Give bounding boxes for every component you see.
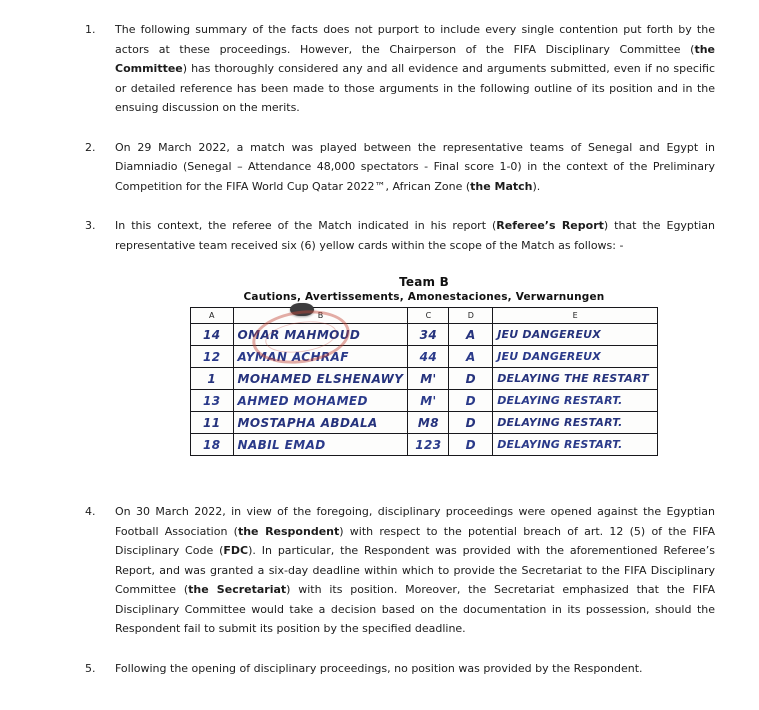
cell-minute: 123 <box>408 434 449 456</box>
figure-subtitle: Cautions, Avertissements, Amonestaciones, Verwarnungen <box>243 291 605 303</box>
table-row <box>191 324 658 346</box>
figure-title: Team B <box>399 275 449 289</box>
punch-hole-mark <box>290 303 314 316</box>
table-row <box>191 434 658 456</box>
table-row <box>191 390 658 412</box>
list-item-2 <box>85 138 715 197</box>
cell-number: 13 <box>191 390 234 412</box>
cell-number: 18 <box>191 434 234 456</box>
list-item-number: 3. <box>85 219 96 232</box>
cell-number: 1 <box>191 368 234 390</box>
list-item-text: The following summary of the facts does not purport to include every single contention put forth by the actors at these proceedings. However, the Chairperson of the FIFA Disciplinary Committee (the Committee) has thoroughly considered any and all evidence and arguments submitted, even if no specific or detailed reference has been made to those arguments in the following outline of its position and in the ensuing discussion on the merits. <box>115 23 715 114</box>
cell-code: A <box>449 324 493 346</box>
cell-player: MOSTAPHA ABDALA <box>233 412 408 434</box>
cell-number: 11 <box>191 412 234 434</box>
cell-minute: 44 <box>408 346 449 368</box>
cell-code: D <box>449 412 493 434</box>
yellow-cards-table <box>190 307 658 456</box>
cell-minute: M8 <box>408 412 449 434</box>
list-item-text: On 30 March 2022, in view of the foregoing, disciplinary proceedings were opened against the Egyptian Football Association (the Respondent) with respect to the potential breach of art. 12 (5) of the FIFA Disciplinary Code (FDC). In particular, the Respondent was provided with the aforementioned Referee’s Report, and was granted a six-day deadline within which to provide the Secretariat to the FIFA Disciplinary Committee (the Secretariat) with its position. Moreover, the Secretariat emphasized that the FIFA Disciplinary Committee would take a decision based on the documentation in its possession, should the Respondent fail to submit its position by the specified deadline. <box>115 505 715 635</box>
list-item-number: 4. <box>85 505 96 518</box>
column-header-c: C <box>408 308 449 324</box>
cell-player: MOHAMED ELSHENAWY <box>233 368 408 390</box>
list-item-text: Following the opening of disciplinary proceedings, no position was provided by the Respondent. <box>115 661 643 675</box>
column-header-d: D <box>449 308 493 324</box>
table-row <box>191 412 658 434</box>
cell-player: AYMAN ACHRAF <box>233 346 408 368</box>
list-item-3 <box>85 216 715 255</box>
list-item-number: 1. <box>85 23 96 36</box>
cell-player: OMAR MAHMOUD <box>233 324 408 346</box>
table-header-row <box>191 308 658 324</box>
cell-reason: DELAYING RESTART. <box>493 390 658 412</box>
table-row <box>191 346 658 368</box>
list-item-4 <box>85 502 715 639</box>
cell-minute: M' <box>408 368 449 390</box>
cell-number: 12 <box>191 346 234 368</box>
cell-reason: DELAYING THE RESTART <box>493 368 658 390</box>
list-item-1 <box>85 20 715 118</box>
cell-minute: M' <box>408 390 449 412</box>
table-row <box>191 368 658 390</box>
column-header-a: A <box>191 308 234 324</box>
cell-player: AHMED MOHAMED <box>233 390 408 412</box>
cell-code: A <box>449 346 493 368</box>
column-header-e: E <box>493 308 658 324</box>
list-item-5 <box>85 659 715 679</box>
list-item-number: 5. <box>85 661 96 675</box>
list-item-text: In this context, the referee of the Match indicated in his report (Referee’s Report) that the Egyptian representative team received six (6) yellow cards within the scope of the Match as follows: - <box>115 219 715 252</box>
cell-player: NABIL EMAD <box>233 434 408 456</box>
cell-code: D <box>449 368 493 390</box>
cell-number: 14 <box>191 324 234 346</box>
referee-report-figure <box>190 275 658 456</box>
list-item-text: On 29 March 2022, a match was played between the representative teams of Senegal and Egypt in Diamniadio (Senegal – Attendance 48,000 spectators - Final score 1-0) in the context of the Preliminary Competition for the FIFA World Cup Qatar 2022™, African Zone (the Match). <box>115 140 715 193</box>
cell-reason: JEU DANGEREUX <box>493 346 658 368</box>
cell-reason: JEU DANGEREUX <box>493 324 658 346</box>
column-header-b: B <box>233 308 408 324</box>
list-item-number: 2. <box>85 140 96 154</box>
cell-reason: DELAYING RESTART. <box>493 434 658 456</box>
cell-minute: 34 <box>408 324 449 346</box>
cell-code: D <box>449 434 493 456</box>
cell-reason: DELAYING RESTART. <box>493 412 658 434</box>
cell-code: D <box>449 390 493 412</box>
